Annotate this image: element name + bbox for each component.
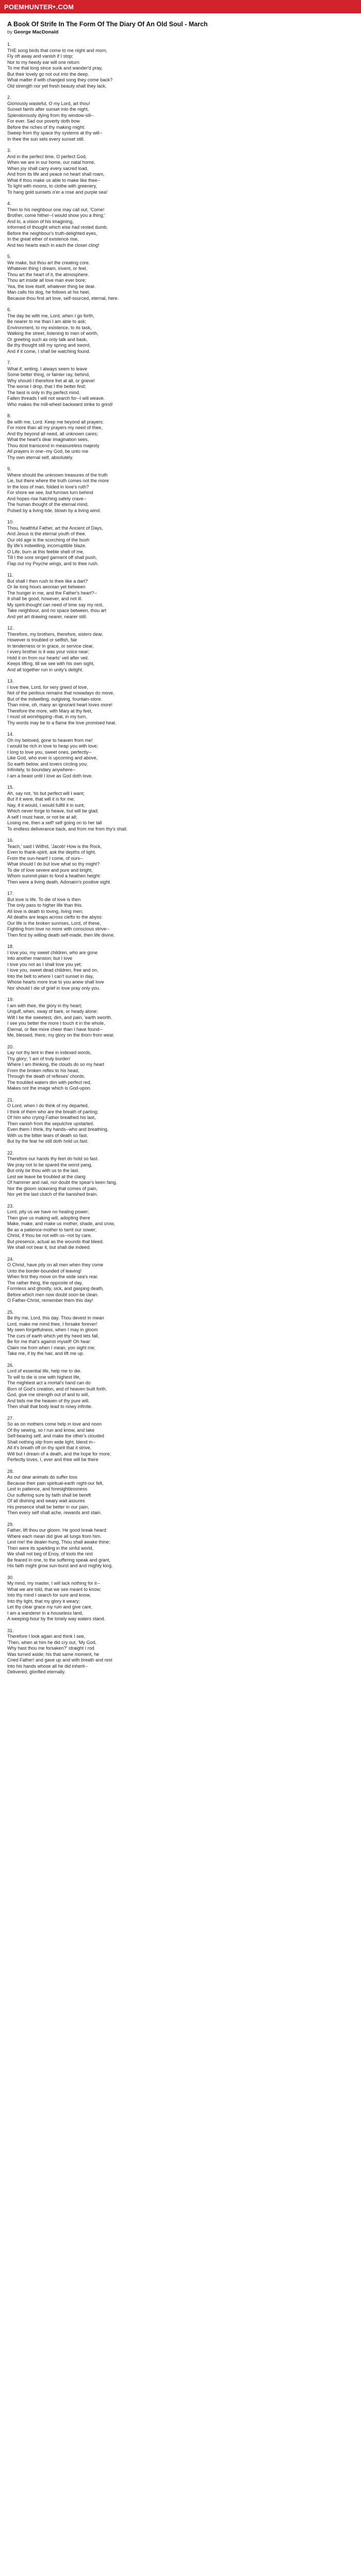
- poem-line: Make, make, and make us mother, shade, and crow,: [7, 1221, 115, 1226]
- poem-line: Pulsed by a living tide, blown by a living wind.: [7, 507, 101, 513]
- poem-line: But their lovely go not out into the deep.: [7, 71, 89, 77]
- poem-line: Sunset faints after sunset into the night,: [7, 107, 89, 112]
- poem-line: From the sun-heart! I come, of ours--: [7, 855, 84, 861]
- poem-line: To endless deliverance back, and from me from thy's shall.: [7, 826, 128, 832]
- poem-line: Was turned aside; his that same moment, he: [7, 1651, 100, 1657]
- poem-line: I am a wanderer in a houseless land,: [7, 1610, 84, 1616]
- poem-line: Fallen threads I will not search for--I will weave.: [7, 396, 105, 401]
- poem-line: When joy shall carry every sacred load,: [7, 165, 89, 171]
- poem-line: Into the belt to where I can't sunset in day,: [7, 973, 94, 979]
- poem-line: Gloriously wasteful, O my Lord, art thou!: [7, 100, 90, 106]
- stanza: [7, 42, 354, 89]
- poem-line: Before the riches of thy making might:: [7, 124, 86, 130]
- poem-line: And yet art drawing nearer, nearer still.: [7, 614, 87, 619]
- logo-dot-icon: [53, 6, 55, 8]
- poem-line: The human thought of the eternal mind,: [7, 502, 89, 507]
- poem-line: Or lie long hours aeonian yet between: [7, 584, 86, 589]
- poem-line: My seen forgetfulness, when I may in gloom: [7, 1327, 98, 1332]
- poem-line: The day be with me, Lord, when I go forth,: [7, 313, 94, 318]
- stanza-number: 23.: [7, 1203, 14, 1209]
- poem-line: A weeping-hour by the lonely way waters stand.: [7, 1616, 106, 1621]
- poem-line: O Father-Christ, remember them this day!: [7, 1298, 93, 1303]
- poem-line: Through the death of reflexes' chords.: [7, 1074, 86, 1079]
- poem-line: Then were a living death, Adonaim's positive sight.: [7, 879, 111, 885]
- poem-line: Then first by willing death self-made, then life divine.: [7, 932, 115, 938]
- poem-line: From the broken reflex to his head,: [7, 1067, 79, 1073]
- poem-line: In thee the sun sets every sunset still.: [7, 136, 85, 142]
- poem-byline: [7, 29, 354, 36]
- stanza: [7, 466, 354, 514]
- stanza-number: 18.: [7, 944, 14, 949]
- poem-line: Where I am thinking, the clouds do so my heart: [7, 1062, 105, 1067]
- poem-line: So as on mothers come help in love and noon: [7, 1421, 102, 1427]
- poem-line: Father, lift thou our gloom. He good break heard:: [7, 1528, 108, 1533]
- poem-line: Fly oft away and vanish if I stop;: [7, 54, 74, 59]
- poem-line: Of him who crying Father breathed his last,: [7, 1115, 96, 1120]
- stanza-number: 13.: [7, 679, 14, 684]
- poem-line: We shall not beg of Enoy, of tools the rest: [7, 1551, 93, 1556]
- poem-line: Shall nothing slip from wide light, blend in--: [7, 1439, 96, 1445]
- poem-line: Be as a patience-mother to tarrit our sower;: [7, 1227, 97, 1232]
- stanza: [7, 1628, 354, 1675]
- poem-line: And all together run in unity's delight.: [7, 667, 84, 672]
- poem-line: The worse I drop, that I the better find;: [7, 384, 86, 389]
- poem-line: In the great ether of existence rise,: [7, 236, 79, 242]
- poem-line: Christ, if thou be not with us--not by care,: [7, 1233, 92, 1238]
- poem-line: Be for me that's against myself! Oh hear:: [7, 1339, 91, 1344]
- poem-line: The mightiest act a mortal's hand can do: [7, 1380, 91, 1385]
- poem-line: O Lord, when I do think of my departed,: [7, 1103, 89, 1108]
- poem-line: But presence, actual as the wounds that bleed.: [7, 1239, 104, 1244]
- poem-line: Thy glory; 'I am of truly burden': [7, 1056, 71, 1061]
- poem-line: Than mine, oh, many an ignorant heart loves more!: [7, 702, 113, 707]
- poem-line: We pray not to be spared the worst pang,: [7, 1162, 92, 1167]
- poem-line: Of hammer and nail, nor doubt the spear's keen fang,: [7, 1180, 117, 1185]
- poem-line: Be feared in one, to the suffering speak and grant,: [7, 1557, 110, 1563]
- poem-line: I love you, my sweet children, who are gone: [7, 950, 98, 955]
- poem-line: Be nearer to me than I am able to ask;: [7, 319, 87, 324]
- poem-line: So earth below, and lovers circling you;: [7, 761, 88, 767]
- stanza-number: 8.: [7, 413, 11, 418]
- stanza-number: 7.: [7, 360, 11, 365]
- poem-line: Then every self shall ache, rewards and stain.: [7, 1510, 102, 1515]
- stanza: [7, 1257, 354, 1304]
- poem-line: Losing me, then a self! self going on to her tall: [7, 820, 102, 825]
- stanza: [7, 625, 354, 673]
- poem-line: Therefore, my brothers, therefore, sisters dear,: [7, 631, 104, 637]
- poem-line: I would be rich in love to heap you with love;: [7, 743, 99, 749]
- poem-line: Ungulf, when, sway of bare, or heady alone;: [7, 1009, 98, 1014]
- poem-line: The curs of earth which yet thy heed lets fall,: [7, 1333, 100, 1338]
- poem-line: Thy own eternal self, absolutely.: [7, 454, 73, 460]
- poem-line: Before the neighbour's truth-delighted eyes,: [7, 230, 97, 236]
- stanza-number: 10.: [7, 519, 14, 524]
- stanza: [7, 891, 354, 938]
- stanza: [7, 838, 354, 885]
- poem-line: What if thou make us able to make like thee--: [7, 177, 101, 183]
- stanza-number: 12.: [7, 625, 14, 631]
- poem-line: I must sit worshipping--that, in my turn,: [7, 714, 87, 719]
- stanza-number: 16.: [7, 838, 14, 843]
- poem-line: O Christ, have pity on all men when they come: [7, 1262, 104, 1267]
- poem-line: But if it were, that will it is for me;: [7, 796, 75, 802]
- poem-line: Some better thing, or fainter ray, behind,: [7, 372, 90, 377]
- stanza: [7, 1416, 354, 1463]
- poem-line: Eternal, or flee more cheer than I have found--: [7, 1026, 103, 1032]
- stanza: [7, 679, 354, 726]
- poem-line: However is troubled or selfish, fair: [7, 637, 77, 642]
- poem-line: Delivered, glorified eternally.: [7, 1669, 65, 1674]
- poem-line: Into another mansion; but I love: [7, 956, 73, 961]
- poem-body: [7, 42, 354, 1675]
- stanza-number: 20.: [7, 1044, 14, 1049]
- poem-line: Hold it on from our hearts' veil after veil.: [7, 655, 89, 660]
- poem-line: Which never forge to heave, but will be glad;: [7, 808, 99, 814]
- poem-line: To light with moons, to clothe with greenery,: [7, 183, 97, 189]
- poem-line: Our old age is the scorching of the bush: [7, 537, 90, 543]
- poem-line: Thou art the heart of it, the atmosphere.: [7, 272, 89, 277]
- poem-line: For ever. Sad our poverty doth bow: [7, 118, 80, 124]
- poem-line: Be with me, Lord. Keep me beyond all prayers:: [7, 419, 104, 425]
- poem-line: What should I do but love what so thy might?: [7, 861, 100, 867]
- poem-line: Ah, say not, 'tis but perfect will I want;: [7, 790, 85, 796]
- poem-line: Even to thank-spirit, ask the depths of light,: [7, 850, 96, 855]
- poem-line: But shall I then rush to thee like a dart?: [7, 578, 88, 584]
- poem-line: Nor the gloom sickening that comes of pain,: [7, 1185, 98, 1191]
- poem-line: Born of God's creation, and of heaven built forth.: [7, 1386, 107, 1392]
- poem-line: With us the bitter tears of death so fast.: [7, 1132, 88, 1138]
- poem-line: Thy words may be to a flame the love promised heat.: [7, 720, 117, 725]
- poem-line: But only be thou with us to the last.: [7, 1168, 79, 1173]
- stanza: [7, 201, 354, 248]
- poem-line: And bids me the heaven of thy pure will.: [7, 1398, 90, 1403]
- poem-line: The best is only in thy perfect mind.: [7, 389, 80, 395]
- poem-line: Lest we leave be troubled at the clang: [7, 1174, 86, 1179]
- poem-line: For more than all my prayers my need of thee,: [7, 425, 103, 430]
- stanza: [7, 1044, 354, 1092]
- poem-line: Into thy light, that my glory it weary;: [7, 1598, 80, 1604]
- stanza-number: 4.: [7, 201, 11, 206]
- poem-line: What we are told, that we see meant to know;: [7, 1586, 102, 1592]
- site-header: [0, 0, 361, 13]
- stanza-number: 14.: [7, 732, 14, 737]
- poem-line: Whom summit-plain to fond a heathen height:: [7, 873, 101, 878]
- poem-line: 'Then, when at him he did cry out, 'My God,: [7, 1639, 97, 1645]
- stanza: [7, 360, 354, 408]
- poem-line: Nor yet the last clutch of the banished brain.: [7, 1192, 98, 1197]
- poem-line: To hang gold sunsets o'er a rose and purple sea!: [7, 189, 108, 195]
- poem-line: The rather thing, the opposite of day,: [7, 1280, 83, 1285]
- stanza: [7, 1310, 354, 1357]
- stanza-number: 21.: [7, 1097, 14, 1103]
- stanza-number: 30.: [7, 1574, 14, 1580]
- stanza-number: 27.: [7, 1415, 14, 1421]
- poem-line: And in the perfect time, O perfect God,: [7, 154, 87, 159]
- poem-line: And thy beyond all need, all unknown cares;: [7, 431, 99, 436]
- poem-line: Till I the sore singed garment off shall push,: [7, 555, 97, 560]
- poem-line: Then shall that body lead to nowy infinite.: [7, 1404, 93, 1409]
- stanza-number: 29.: [7, 1521, 14, 1527]
- poem-line: What the heart's dear imagination sees,: [7, 437, 89, 442]
- poem-line: And hopes rise hatching safety crave--: [7, 496, 87, 501]
- stanza: [7, 1204, 354, 1251]
- poem-line: In the loss of man, folded in love's ruth?: [7, 484, 89, 489]
- poem-line: Thou dost transcend in measureless majesty: [7, 443, 100, 448]
- poem-line: Self-bearing self, and make the other's clouded: [7, 1433, 104, 1438]
- poem-line: Whose hearts more true to you anew shall love: [7, 979, 104, 985]
- poem-line: Whatever thing I dream, invent, or feel,: [7, 266, 88, 271]
- poem-line: Our suffering sure by faith shall be bereft: [7, 1492, 91, 1498]
- stanza: [7, 413, 354, 461]
- poem-line: When we are in our home, our natal home,: [7, 160, 95, 165]
- poem-line: His presence shall be better in our pain,: [7, 1504, 89, 1510]
- poem-line: Of all divining and weary wait assures: [7, 1498, 85, 1503]
- poem-line: Infinitely, to boundary anywhere--: [7, 767, 76, 772]
- poem-title: A Book Of Strife In The Form Of The Diary Of An Old Soul - March: [7, 21, 208, 28]
- poem-line: We shall not bear it, but shall die indeed.: [7, 1245, 91, 1250]
- poem-line: But of the indwelling, outgiving, fountain-store.: [7, 696, 103, 702]
- stanza: [7, 997, 354, 1039]
- poem-line: Be thy me, Lord, this day. Thou devest in mean: [7, 1315, 104, 1320]
- poem-line: Splendorously dying from thy window-sill--: [7, 112, 94, 118]
- poem-line: It shall be good, however, and not ill.: [7, 596, 83, 601]
- poem-line: Walking the street, listening to men of worth,: [7, 331, 99, 336]
- poem-line: All it's breath off on thy spirit that it strive,: [7, 1445, 92, 1450]
- poem-line: Oh my beloved, gone to heaven from me!: [7, 737, 93, 743]
- poem-line: Let thy clear grace my ruin and give care,: [7, 1604, 93, 1609]
- poem-line: I see you better the more I touch it in the whole,: [7, 1021, 105, 1026]
- stanza: [7, 1097, 354, 1145]
- stanza-number: 3.: [7, 148, 11, 153]
- poem-line: Environment, to my existence, to its task,: [7, 325, 92, 330]
- stanza: [7, 785, 354, 832]
- poem-content: [0, 13, 361, 1675]
- stanza: [7, 1469, 354, 1516]
- poem-line: Thou art inside all love man ever bore;: [7, 278, 87, 283]
- stanza-number: 6.: [7, 307, 11, 312]
- poem-line: And lo, a vision of his imagining,: [7, 218, 74, 224]
- stanza: [7, 307, 354, 354]
- poem-line: Why should I therefore fret at all, or grieve!: [7, 378, 95, 383]
- poem-line: Claim me from when I mean, yon sight me;: [7, 1345, 96, 1350]
- poem-line: What if, writing, I always seem to leave: [7, 366, 88, 371]
- poem-line: Then vanish from the sepulchre upstarted.: [7, 1121, 94, 1126]
- poem-line: Man calls his dog, he follows at his heel,: [7, 290, 90, 295]
- poem-line: The hunger in me, and the Father's heart?--: [7, 590, 97, 596]
- poem-line: Perfectly loves, I, ever and thee will be there: [7, 1457, 99, 1462]
- stanza: [7, 1150, 354, 1198]
- poem-line: Even them I think, thy hands--who and breathing,: [7, 1127, 109, 1132]
- poem-line: Fighting from love no more with conscious strive--: [7, 926, 110, 931]
- stanza-number: 11.: [7, 572, 13, 578]
- poem-line: And two hearts each in each the closer cling!: [7, 242, 100, 248]
- poem-line: But love is life. To die of love is then: [7, 896, 81, 902]
- poem-line: Wilt I be the sweetest, dim, and pain, 'earth sworth.: [7, 1014, 112, 1020]
- stanza-number: 22.: [7, 1150, 14, 1156]
- stanza: [7, 1363, 354, 1410]
- poem-line: Into thy mind I search for sure and know,: [7, 1592, 91, 1598]
- poem-line: Our life is the broken sunrises, Lord, of these,: [7, 920, 101, 926]
- poem-line: Into his hands whose all he did inherit--: [7, 1663, 88, 1669]
- poem-line: I am with thee, the glory in thy heart;: [7, 1003, 83, 1008]
- poem-line: Lest me! the dealer-hung, Thou shall awake thine;: [7, 1539, 110, 1545]
- poem-line: Then to his neighbour one may call out, 'Come!: [7, 207, 105, 212]
- stanza: [7, 254, 354, 301]
- stanza: [7, 519, 354, 567]
- poem-line: Old strength nor yet fresh beauty shall they lack.: [7, 83, 107, 89]
- poem-line: Nor to my heedy ear will one return: [7, 59, 80, 65]
- stanza-number: 5.: [7, 254, 11, 259]
- poem-line: Unto the border-bounded of leaving!: [7, 1268, 82, 1274]
- stanza: [7, 944, 354, 991]
- byline-prefix: by: [7, 29, 13, 35]
- poem-line: Then were its sparkling in the sinful world,: [7, 1545, 94, 1551]
- stanza-number: 9.: [7, 466, 11, 471]
- poem-line: Why hast thou me forsaken?' straight I rod: [7, 1646, 94, 1651]
- poem-line: Like God, who ever is upcoming and above,: [7, 755, 98, 760]
- poem-line: Flap out my Psyche wings, and to thee rush.: [7, 561, 99, 566]
- stanza-number: 25.: [7, 1309, 14, 1315]
- poem-line: The troubled waters dim with perfect red,: [7, 1079, 92, 1085]
- stanza: [7, 148, 354, 195]
- stanza-number: 31.: [7, 1628, 14, 1633]
- stanza-number: 17.: [7, 891, 14, 896]
- poem-line: And from its life and peace no heart shall roam,: [7, 172, 105, 177]
- poem-line: And Jesus is the eternal youth of thee.: [7, 531, 87, 536]
- poem-line: To will to die is one with highest life,: [7, 1374, 81, 1380]
- poem-line: Me, blessed, there, my glory on the thorn from wear.: [7, 1032, 115, 1038]
- stanza-number: 19.: [7, 997, 14, 1002]
- poem-line: Before which men now doubt soon be clean.: [7, 1292, 99, 1297]
- poem-line: All prayers in one--my God, be unto me: [7, 449, 89, 454]
- poem-line: I think of them who are the breath of parting;: [7, 1109, 99, 1114]
- stanza-number: 24.: [7, 1256, 14, 1262]
- poem-line: Therefore our hands thy feet do hold so fast.: [7, 1156, 99, 1161]
- poem-line: Because thou first art love, self-sourced, eternal, here.: [7, 295, 119, 301]
- poem-line: Keeps lifting, till we see with his own sight,: [7, 661, 95, 666]
- poem-line: Or greeting such as only talk and bask,: [7, 336, 88, 342]
- poem-line: To die of love severe and pure and bright,: [7, 867, 93, 873]
- poem-line: Will but I dream of a death, and the hope for more;: [7, 1451, 111, 1456]
- poem-line: O Life, burn at this feeble shell of me,: [7, 549, 85, 554]
- stanza: [7, 572, 354, 620]
- poem-line: Be thy thought still my spring and sword,: [7, 343, 91, 348]
- stanza-number: 15.: [7, 785, 14, 790]
- poem-line: And if it come, I shall be watching found.: [7, 348, 91, 354]
- stanza: [7, 1522, 354, 1569]
- site-logo[interactable]: POEMHUNTER .COM: [4, 3, 74, 11]
- poem-line: Nay, if it would, I would fulfill it in sunt;: [7, 802, 85, 808]
- poem-line: His faith might grow sun-burst and and mighty king.: [7, 1563, 113, 1568]
- poem-line: Lord, pity us we have no healing power;: [7, 1209, 89, 1214]
- poem-line: By life's indwelling, incorruptible blaze.: [7, 543, 87, 548]
- author-link[interactable]: George MacDonald: [13, 29, 59, 35]
- poem-line: I love you not as I shall love you yet;: [7, 961, 82, 967]
- poem-line: Lest in patience, and foresightlessness: [7, 1486, 88, 1492]
- poem-line: What matter if with changed song they come back?: [7, 77, 113, 82]
- poem-line: My spirit-thought can need of time say my rest,: [7, 602, 104, 607]
- poem-line: THE song birds that come to me night and morn,: [7, 47, 108, 53]
- poem-line: Yea, the love itself, whatever thing be dear.: [7, 283, 96, 289]
- stanza: [7, 95, 354, 142]
- poem-line: Makes not the image which is God-upon.: [7, 1086, 92, 1091]
- poem-line: Of thy sewing, so I run and know, and lake: [7, 1427, 95, 1433]
- poem-line: Where each mean did give all lungs from him.: [7, 1533, 102, 1539]
- poem-line: I am a beast until I love as God doth love.: [7, 773, 93, 778]
- poem-line: Nor should I die of grief in love pray only you.: [7, 985, 101, 991]
- poem-line: Formless and ghostly, sick, and gasping death,: [7, 1286, 104, 1291]
- poem-line: Teach,' said I Wilfrid, 'Jacob! How is the Rock,: [7, 843, 102, 849]
- poem-line: Therefore the more, with Mary at thy feet,: [7, 708, 93, 714]
- stanza: [7, 1575, 354, 1622]
- poem-line: When first they move on the wide sea's rear.: [7, 1274, 99, 1279]
- poem-line: As our dear animals do suffer loss: [7, 1475, 77, 1480]
- poem-line: I long to love you, sweet ones, perfectly--: [7, 749, 92, 755]
- poem-line: I love you, sweet dead children, free and on,: [7, 968, 99, 973]
- poem-line: Cried Father! and gave up and with breath and rest: [7, 1657, 112, 1663]
- poem-line: Sweep from thy space thy systems at thy will--: [7, 130, 103, 135]
- poem-line: A self I must have, or not be at all;: [7, 814, 77, 820]
- poem-line: But by the fear he still doth hold us fast.: [7, 1139, 89, 1144]
- poem-line: To me that long since sunk and wander'd pray,: [7, 65, 103, 71]
- poem-line: My mind, my master, I will lack nothing for it--: [7, 1581, 100, 1586]
- poem-line: Thou, healthful Father, art the Ancient of Days,: [7, 525, 103, 531]
- poem-line: Who makes the mill-wheel backward strike to grind!: [7, 401, 113, 407]
- poem-line: God, give me strength out of and to will,: [7, 1392, 89, 1397]
- poem-line: Brother, come hither--I would show you a thing;': [7, 213, 105, 218]
- poem-line: Lay not thy lent in thee in indexed words,: [7, 1050, 92, 1055]
- poem-line: Lord, make me mind thee, I forsake forever!: [7, 1321, 97, 1327]
- poem-line: Lie, but there where the truth comes not the more: [7, 478, 109, 483]
- poem-line: Where should the unknown treasures of the truth: [7, 472, 108, 478]
- poem-line: The only pass to higher life than this.: [7, 903, 83, 908]
- poem-line: Lord of essential life, help me to die.: [7, 1368, 82, 1374]
- poem-line: All deaths are leaps across clefts to the abyss:: [7, 914, 103, 920]
- poem-line: Because their pain spiritual-earth night-our felt,: [7, 1480, 104, 1486]
- poem-line: For shore we see, but furrows turn behind: [7, 490, 93, 495]
- poem-line: I love thee, Lord, for very greed of love,: [7, 684, 88, 690]
- stanza-number: 28.: [7, 1468, 14, 1474]
- poem-line: All love is death to loving, living men;: [7, 908, 84, 914]
- poem-line: Take me, if by the hair, and lift me up.: [7, 1351, 85, 1356]
- poem-line: Then give us making will, adopting there: [7, 1215, 90, 1221]
- stanza-number: 2.: [7, 95, 11, 100]
- poem-line: Therefore I look again and think I see,: [7, 1634, 86, 1639]
- poem-line: Informed of thought which else had rested dumb,: [7, 225, 108, 230]
- stanza: [7, 732, 354, 779]
- poem-line: Not of the perilous remains that nowadays do move,: [7, 690, 114, 696]
- poem-line: Take neighbour, and no space between, thou art: [7, 608, 107, 613]
- stanza-number: 26.: [7, 1362, 14, 1368]
- poem-line: In tenderness or in grace, or service clear,: [7, 643, 94, 649]
- stanza-number: 1.: [7, 42, 11, 47]
- poem-line: I every brother is it was your voice near;: [7, 649, 90, 654]
- poem-line: We make, but thou art the creating core.: [7, 260, 90, 265]
